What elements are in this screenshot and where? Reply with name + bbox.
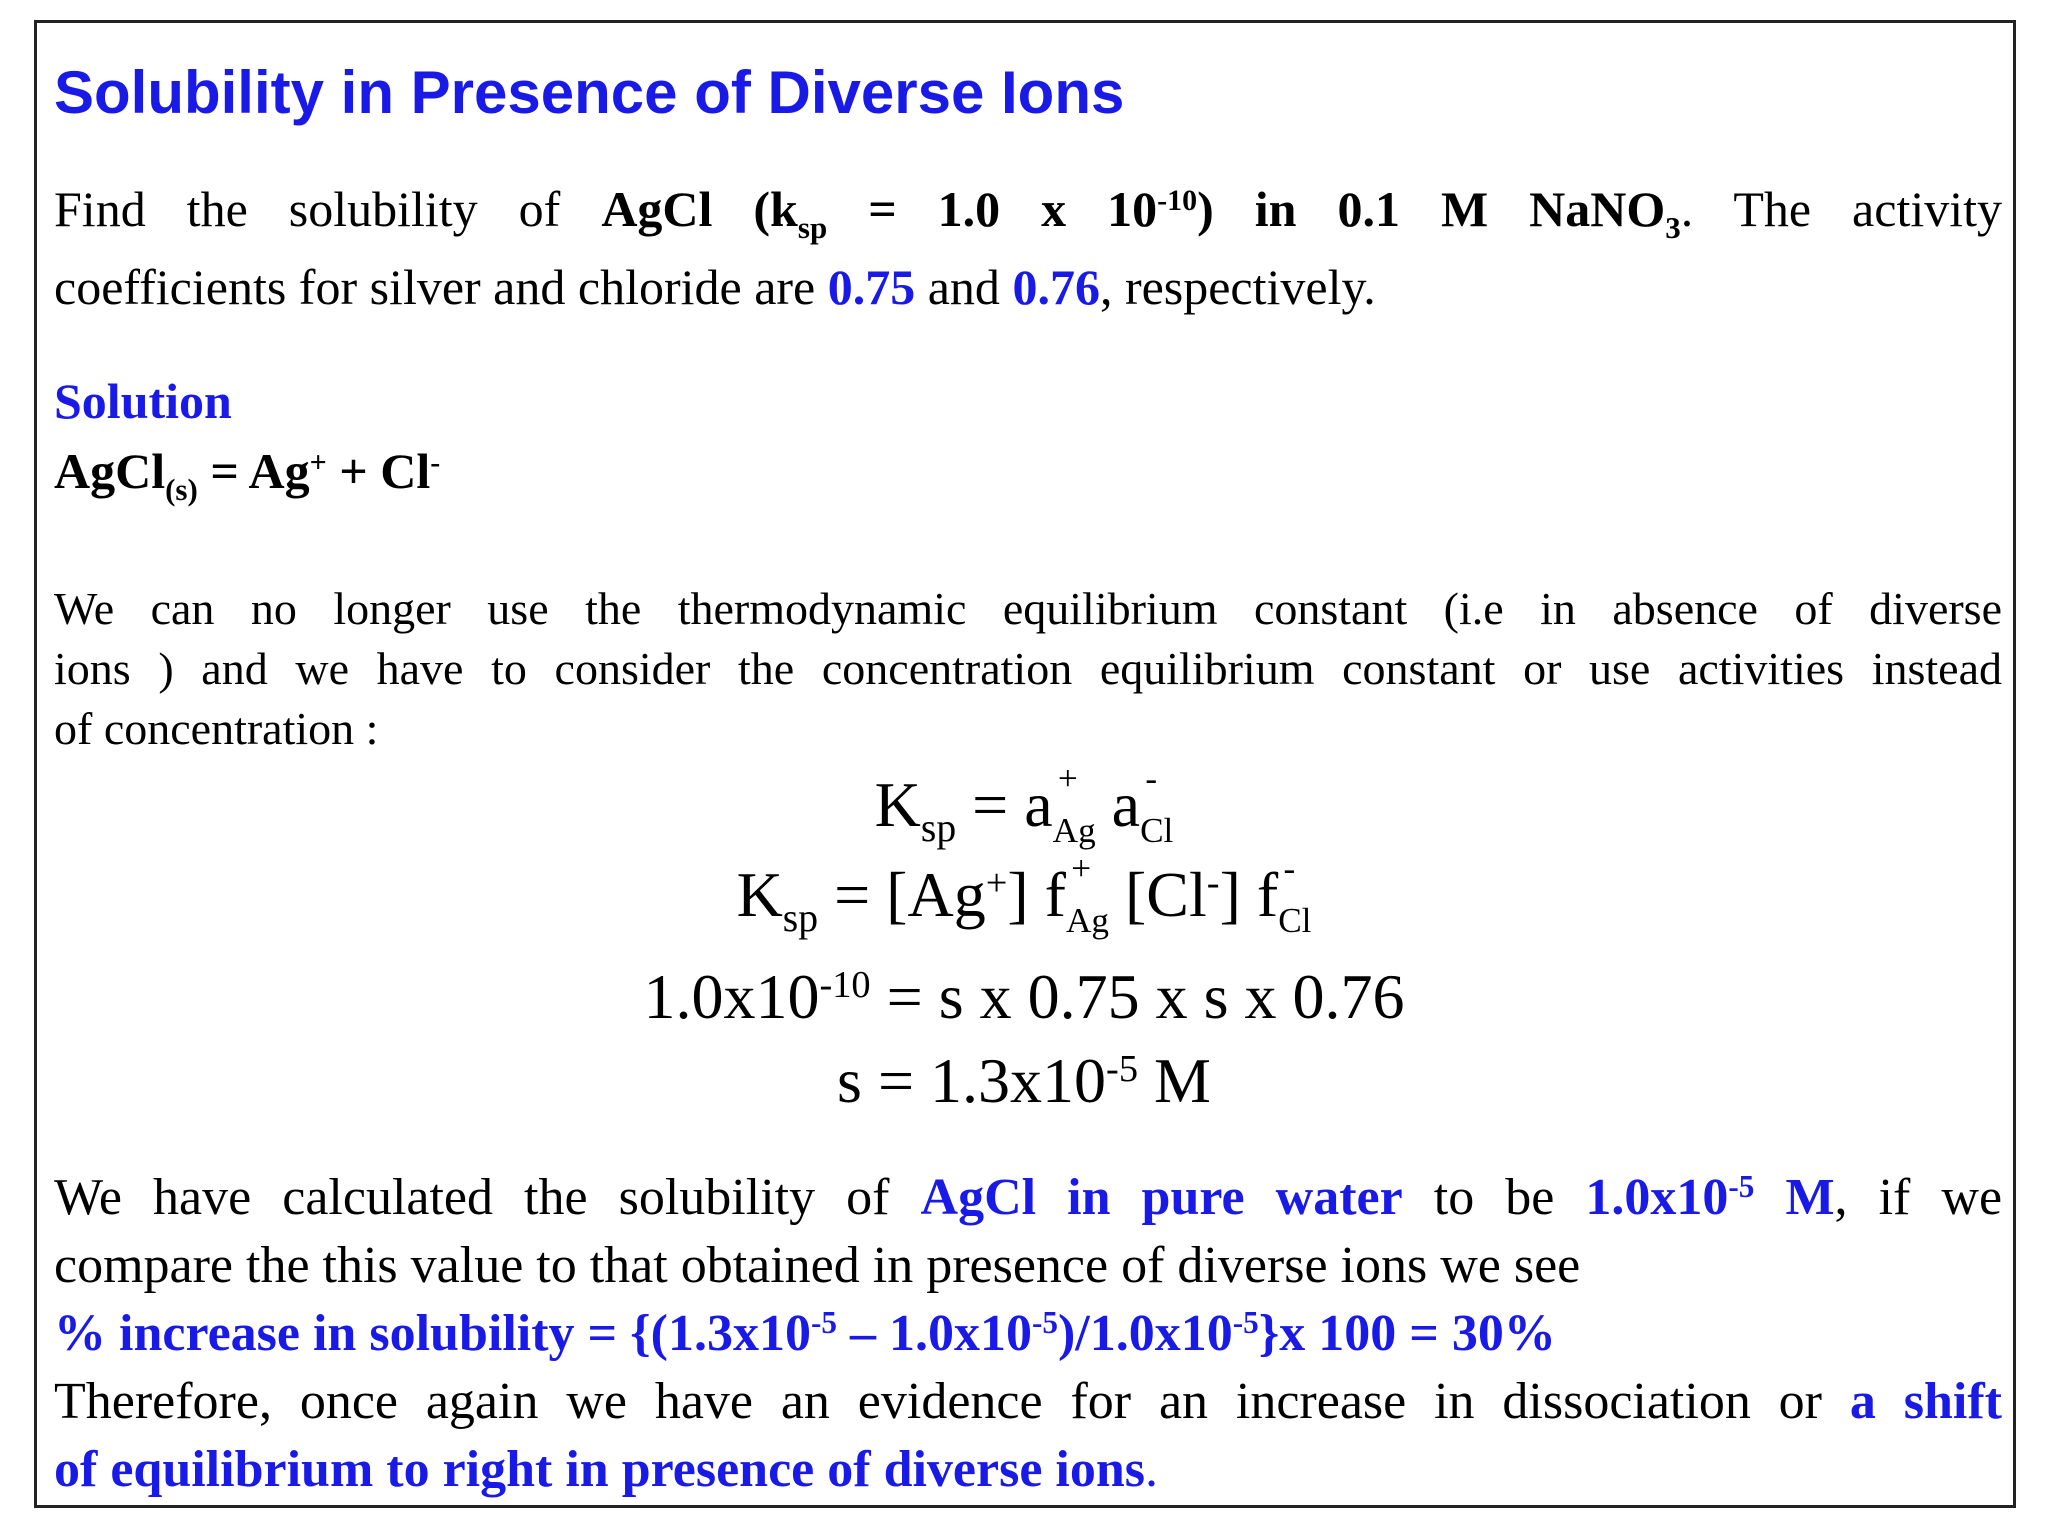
problem-line-1 bbox=[54, 180, 2003, 245]
cl-ion: + Cl bbox=[339, 443, 431, 499]
pure-water-exponent: -5 bbox=[1728, 1168, 1755, 1204]
conclusion-line-4 bbox=[54, 1372, 2002, 1431]
conclusion-text: We have calculated the solubility of bbox=[54, 1169, 890, 1226]
cl-concentration: [Cl bbox=[1124, 859, 1207, 930]
f-cl-subscript: Cl bbox=[1278, 900, 1312, 940]
molar-unit: M bbox=[1754, 1169, 1835, 1226]
molar-unit: M bbox=[1154, 1045, 1211, 1116]
ag-charge: + bbox=[985, 861, 1008, 904]
equation-3 bbox=[0, 960, 2048, 1034]
solubility-result: s = 1.3x10 bbox=[837, 1045, 1107, 1116]
percent-increase-formula bbox=[54, 1304, 1556, 1363]
agcl-label: AgCl (k bbox=[601, 181, 798, 237]
cl-charge: - bbox=[1145, 759, 1158, 799]
f-cl-charge: - bbox=[1283, 849, 1296, 889]
ksp-number: 1.0x10 bbox=[643, 961, 820, 1032]
equation-2 bbox=[0, 849, 2048, 941]
sp-subscript: sp bbox=[782, 896, 819, 941]
f-ag-charge: + bbox=[1071, 849, 1092, 889]
problem-tail-2: , respectively. bbox=[1099, 259, 1376, 315]
explanation-line-1: We can no longer use the thermodynamic equilibrium constant (i.e in absence of diverse bbox=[54, 583, 2002, 634]
k-symbol: K bbox=[736, 859, 783, 930]
formula-part-1: % increase in solubility = {(1.3x10 bbox=[54, 1305, 811, 1362]
equilibrium-shift-highlight: of equilibrium to right in presence of diverse ions bbox=[54, 1441, 1146, 1498]
nano3-label: ) in 0.1 M NaNO bbox=[1197, 181, 1666, 237]
f-ag-subscript: Ag bbox=[1065, 900, 1109, 940]
ksp-exponent: -10 bbox=[819, 963, 871, 1006]
conclusion-line-5 bbox=[54, 1440, 1158, 1499]
ag-concentration: = [Ag bbox=[834, 859, 986, 930]
cl-charge: - bbox=[1206, 861, 1220, 904]
conclusion-line-2: compare the this value to that obtained in presence of diverse ions we see bbox=[54, 1237, 1581, 1294]
f-ag: ] f bbox=[1007, 859, 1066, 930]
ag-charge: + bbox=[1057, 759, 1078, 799]
formula-result: }x 100 = 30% bbox=[1258, 1305, 1556, 1362]
problem-tail: . The activity bbox=[1680, 181, 2003, 237]
ag-subscript: Ag bbox=[1052, 810, 1096, 850]
exponent-3: -5 bbox=[1232, 1304, 1259, 1340]
sp-subscript: sp bbox=[920, 806, 957, 851]
ag-ion: = Ag bbox=[210, 443, 310, 499]
problem-line-2 bbox=[54, 258, 1376, 316]
solution-heading: Solution bbox=[54, 373, 232, 429]
problem-text-2: coefficients for silver and chloride are bbox=[54, 259, 816, 315]
solubility-exponent: -5 bbox=[1106, 1047, 1139, 1090]
silver-coefficient: 0.75 bbox=[827, 259, 916, 315]
formula-part-2: – 1.0x10 bbox=[836, 1305, 1032, 1362]
ksp-value: = 1.0 x 10 bbox=[868, 181, 1158, 237]
ag-charge: + bbox=[309, 445, 327, 479]
no3-subscript: 3 bbox=[1665, 209, 1681, 245]
exponent-2: -5 bbox=[1031, 1304, 1058, 1340]
exponent-1: -5 bbox=[810, 1304, 837, 1340]
ksp-subscript: sp bbox=[797, 209, 828, 245]
and-text: and bbox=[927, 259, 1000, 315]
chloride-coefficient: 0.76 bbox=[1012, 259, 1100, 315]
slide-title: Solubility in Presence of Diverse Ions bbox=[54, 59, 1125, 126]
cl-charge: - bbox=[430, 445, 441, 479]
reaction-equation bbox=[54, 442, 441, 507]
solid-subscript: (s) bbox=[165, 471, 198, 507]
pure-water-solubility: 1.0x10 bbox=[1585, 1169, 1729, 1226]
cl-subscript: Cl bbox=[1140, 810, 1174, 850]
conclusion-tail: , if we bbox=[1834, 1169, 2003, 1226]
conclusion-line-1 bbox=[54, 1168, 2002, 1227]
problem-text: Find the solubility of bbox=[54, 181, 561, 237]
equation-1 bbox=[0, 759, 2048, 851]
agcl-formula: AgCl bbox=[54, 443, 166, 499]
to-be-text: to be bbox=[1433, 1169, 1555, 1226]
f-cl: ] f bbox=[1219, 859, 1279, 930]
shift-highlight: a shift bbox=[1849, 1373, 2002, 1430]
therefore-text: Therefore, once again we have an evidence for an increase in dissociation or bbox=[54, 1373, 1822, 1430]
formula-part-3: )/1.0x10 bbox=[1057, 1305, 1233, 1362]
equation-4 bbox=[0, 1044, 2048, 1118]
ksp-exponent: -10 bbox=[1157, 183, 1198, 217]
equation-3-rhs: = s x 0.75 x s x 0.76 bbox=[886, 961, 1405, 1032]
pure-water-highlight: AgCl in pure water bbox=[920, 1169, 1403, 1226]
explanation-line-2: ions ) and we have to consider the concentration equilibrium constant or use activities instead bbox=[54, 643, 2002, 694]
final-period: . bbox=[1145, 1441, 1159, 1498]
activity-cl: a bbox=[1111, 769, 1141, 840]
explanation-line-3: of concentration : bbox=[54, 703, 379, 754]
k-symbol: K bbox=[874, 769, 921, 840]
activity-ag: = a bbox=[972, 769, 1053, 840]
